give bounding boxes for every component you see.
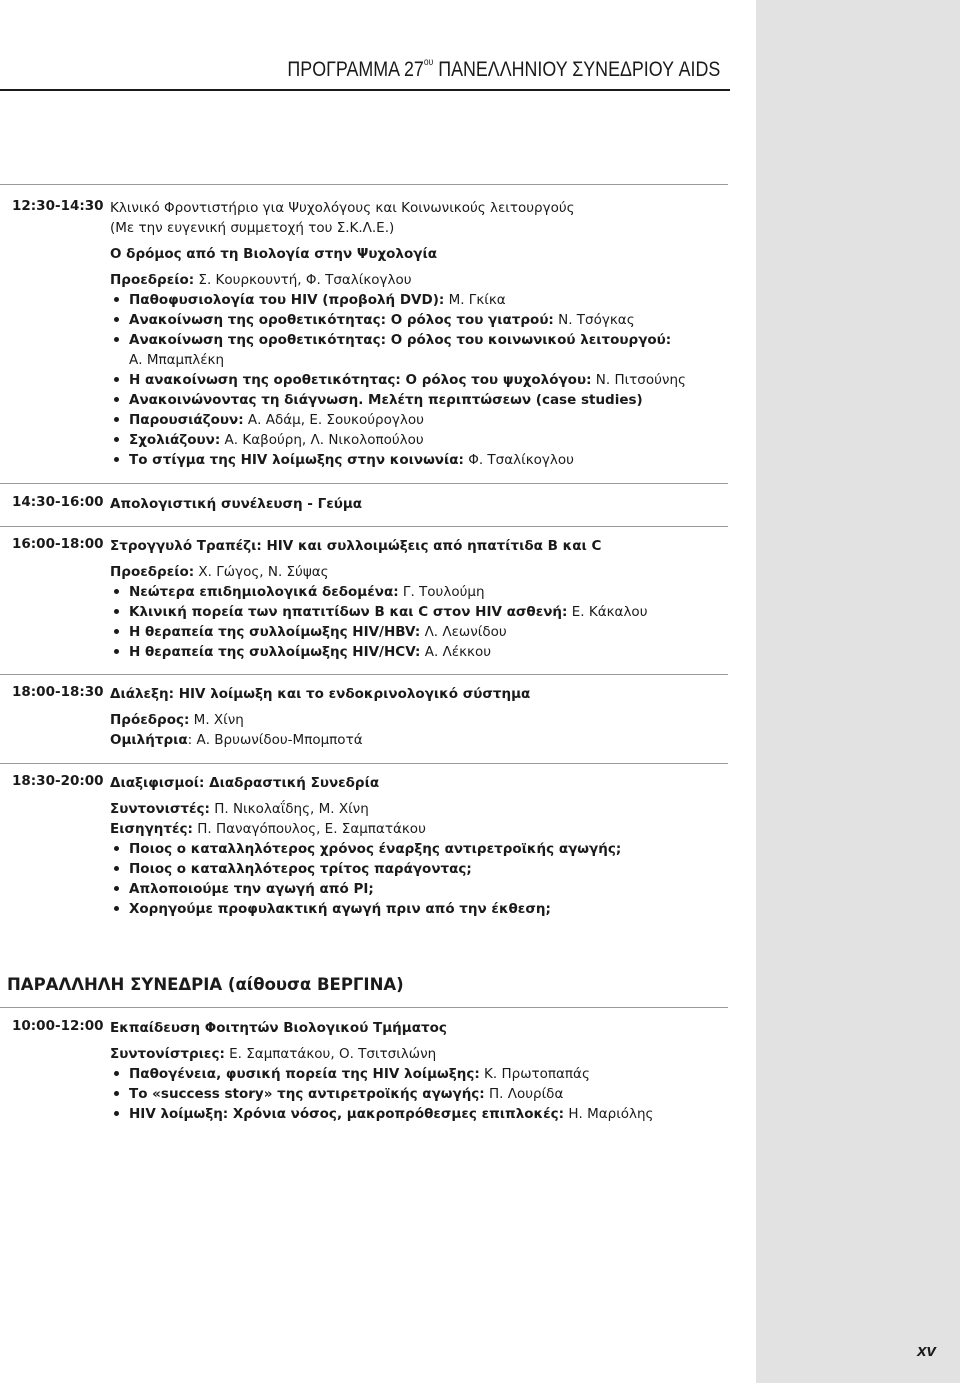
session-time: 12:30-14:30 <box>12 198 104 214</box>
section-divider <box>0 184 728 185</box>
section-divider <box>0 763 728 764</box>
talk-item: Παθογένεια, φυσική πορεία της HIV λοίμωξης: Κ. Πρωτοπαπάς <box>110 1064 730 1084</box>
header-rule <box>0 89 730 91</box>
session-content <box>110 536 730 662</box>
section-divider <box>0 526 728 527</box>
session-note: (Με την ευγενική συμμετοχή του Σ.Κ.Λ.Ε.) <box>110 220 395 236</box>
session-time: 18:30-20:00 <box>12 773 104 789</box>
talk-item: Ανακοίνωση της οροθετικότητας: Ο ρόλος του κοινωνικού λειτουργού: <box>110 330 730 350</box>
session-time: 14:30-16:00 <box>12 494 104 510</box>
talk-item: Παρουσιάζουν: Α. Αδάμ, Ε. Σουκούρογλου <box>110 410 730 430</box>
section-divider <box>0 674 728 675</box>
session-title: Στρογγυλό Τραπέζι: HIV και συλλοιμώξεις από ηπατίτιδα B και C <box>110 538 602 554</box>
session-subtitle: Ο δρόμος από τη Βιολογία στην Ψυχολογία <box>110 246 437 262</box>
speaker-line: Ομιλήτρια: Α. Βρυωνίδου-Μπομποτά <box>110 732 363 748</box>
talk-item: Η ανακοίνωση της οροθετικότητας: Ο ρόλος του ψυχολόγου: Ν. Πιτσούνης <box>110 370 730 390</box>
talk-item: Νεώτερα επιδημιολογικά δεδομένα: Γ. Τουλούμη <box>110 582 730 602</box>
section-divider <box>0 483 728 484</box>
session-content <box>110 494 730 514</box>
chair-line: Προεδρείο: Χ. Γώγος, Ν. Σύψας <box>110 564 329 580</box>
speakers-line: Εισηγητές: Π. Παναγόπουλος, Ε. Σαμπατάκου <box>110 821 426 837</box>
page-header <box>0 57 730 89</box>
talk-item: Ανακοινώνοντας τη διάγνωση. Μελέτη περιπτώσεων (case studies) <box>110 390 730 410</box>
talk-speaker-continuation: Α. Μπαμπλέκη <box>129 352 225 368</box>
talk-item: Η θεραπεία της συλλοίμωξης HIV/HCV: Α. Λέκκου <box>110 642 730 662</box>
chair-line: Προεδρείο: Σ. Κουρκουντή, Φ. Τσαλίκογλου <box>110 272 412 288</box>
session-content <box>110 198 730 470</box>
session-title: Διαξιφισμοί: Διαδραστική Συνεδρία <box>110 775 380 791</box>
session-content <box>110 684 730 750</box>
talk-item: Παθοφυσιολογία του HIV (προβολή DVD): Μ. Γκίκα <box>110 290 730 310</box>
session-time: 18:00-18:30 <box>12 684 104 700</box>
debate-item: Απλοποιούμε την αγωγή από PI; <box>110 879 730 899</box>
talk-item: Σχολιάζουν: Α. Καβούρη, Λ. Νικολοπούλου <box>110 430 730 450</box>
session-title: Απολογιστική συνέλευση - Γεύμα <box>110 496 363 512</box>
talk-item: HIV λοίμωξη: Χρόνια νόσος, μακροπρόθεσμες επιπλοκές: Η. Μαριόλης <box>110 1104 730 1124</box>
session-time: 10:00-12:00 <box>12 1018 104 1034</box>
talk-item: Η θεραπεία της συλλοίμωξης HIV/HBV: Λ. Λεωνίδου <box>110 622 730 642</box>
talk-item: Το στίγμα της HIV λοίμωξης στην κοινωνία: Φ. Τσαλίκογλου <box>110 450 730 470</box>
session-time: 16:00-18:00 <box>12 536 104 552</box>
coordinators-line: Συντονίστριες: Ε. Σαμπατάκου, Ο. Τσιτσιλώνη <box>110 1046 437 1062</box>
coordinators-line: Συντονιστές: Π. Νικολαΐδης, Μ. Χίνη <box>110 801 369 817</box>
session-content <box>110 1018 730 1124</box>
talk-item: Ανακοίνωση της οροθετικότητας: Ο ρόλος του γιατρού: Ν. Τσόγκας <box>110 310 730 330</box>
page-margin-band <box>756 0 960 1383</box>
session-title: Διάλεξη: HIV λοίμωξη και το ενδοκρινολογικό σύστημα <box>110 686 531 702</box>
chair-line: Πρόεδρος: Μ. Χίνη <box>110 712 244 728</box>
session-title: Εκπαίδευση Φοιτητών Βιολογικού Τμήματος <box>110 1020 447 1036</box>
page-title: ΠΡΟΓΡΑΜΜΑ $27^{o\upsilon}$ ΠΑΝΕΛΛΗΝΙΟΥ ΣΥΝΕΔΡΙΟΥ AIDS <box>287 57 720 81</box>
debate-item: Ποιος ο καταλληλότερος τρίτος παράγοντας; <box>110 859 730 879</box>
debate-item: Ποιος ο καταλληλότερος χρόνος έναρξης αντιρετροϊκής αγωγής; <box>110 839 730 859</box>
section-divider <box>0 1007 728 1008</box>
session-content <box>110 773 730 919</box>
talk-item: Κλινική πορεία των ηπατιτίδων B και C στον HIV ασθενή: Ε. Κάκαλου <box>110 602 730 622</box>
talk-item: Το «success story» της αντιρετροϊκής αγωγής: Π. Λουρίδα <box>110 1084 730 1104</box>
page-number: xv <box>917 1341 936 1360</box>
parallel-session-heading: ΠΑΡΑΛΛΗΛΗ ΣΥΝΕΔΡΙΑ (αίθουσα ΒΕΡΓΙΝΑ) <box>7 975 404 994</box>
session-title: Κλινικό Φροντιστήριο για Ψυχολόγους και Κοινωνικούς λειτουργούς <box>110 200 575 216</box>
debate-item: Χορηγούμε προφυλακτική αγωγή πριν από την έκθεση; <box>110 899 730 919</box>
